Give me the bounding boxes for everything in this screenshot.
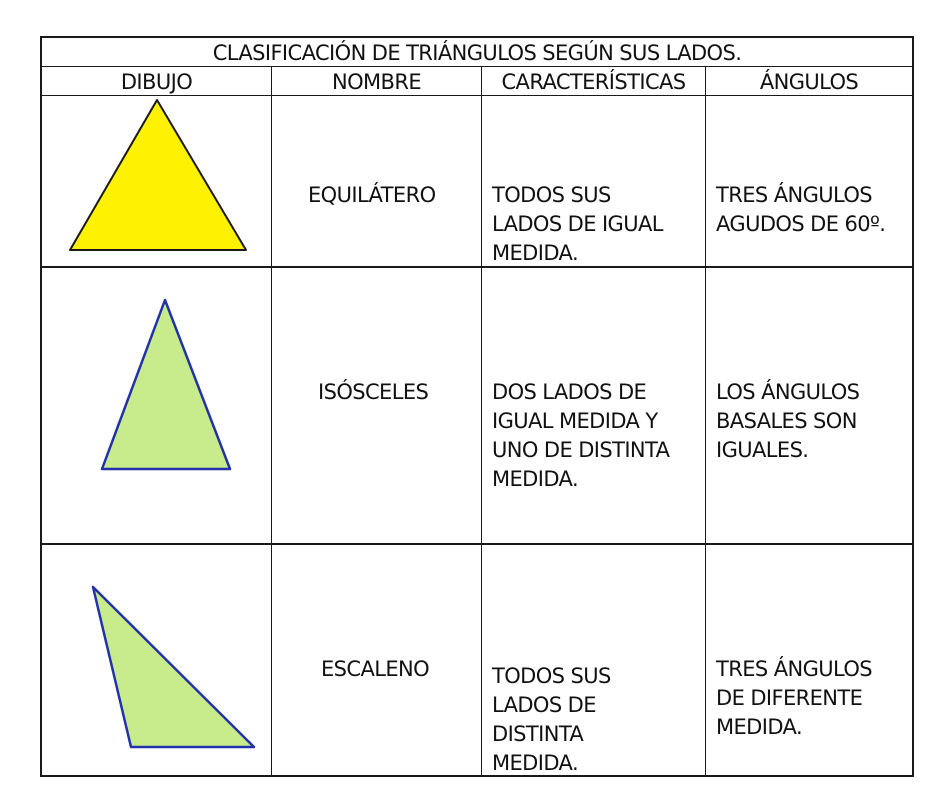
triangle-name: ESCALENO	[321, 657, 430, 681]
header-angles: ÁNGULOS	[759, 70, 859, 94]
characteristics-text: TODOS SUS LADOS DE IGUAL MEDIDA.	[492, 183, 663, 265]
header-name: NOMBRE	[331, 70, 422, 94]
triangle-name: ISÓSCELES	[318, 380, 429, 404]
header-characteristics: CARACTERÍSTICAS	[501, 70, 686, 94]
angles-text: TRES ÁNGULOS AGUDOS DE 60º.	[716, 183, 886, 236]
header-drawing: DIBUJO	[120, 70, 193, 94]
angles-text: LOS ÁNGULOS BASALES SON IGUALES.	[716, 380, 860, 462]
characteristics-text: DOS LADOS DE IGUAL MEDIDA Y UNO DE DISTINTA MEDIDA.	[492, 380, 670, 491]
characteristics-text: TODOS SUS LADOS DE DISTINTA MEDIDA.	[492, 664, 611, 775]
table-title: CLASIFICACIÓN DE TRIÁNGULOS SEGÚN SUS LADOS.	[212, 41, 742, 65]
triangle-name: EQUILÁTERO	[308, 183, 436, 207]
angles-text: TRES ÁNGULOS DE DIFERENTE MEDIDA.	[716, 657, 873, 739]
